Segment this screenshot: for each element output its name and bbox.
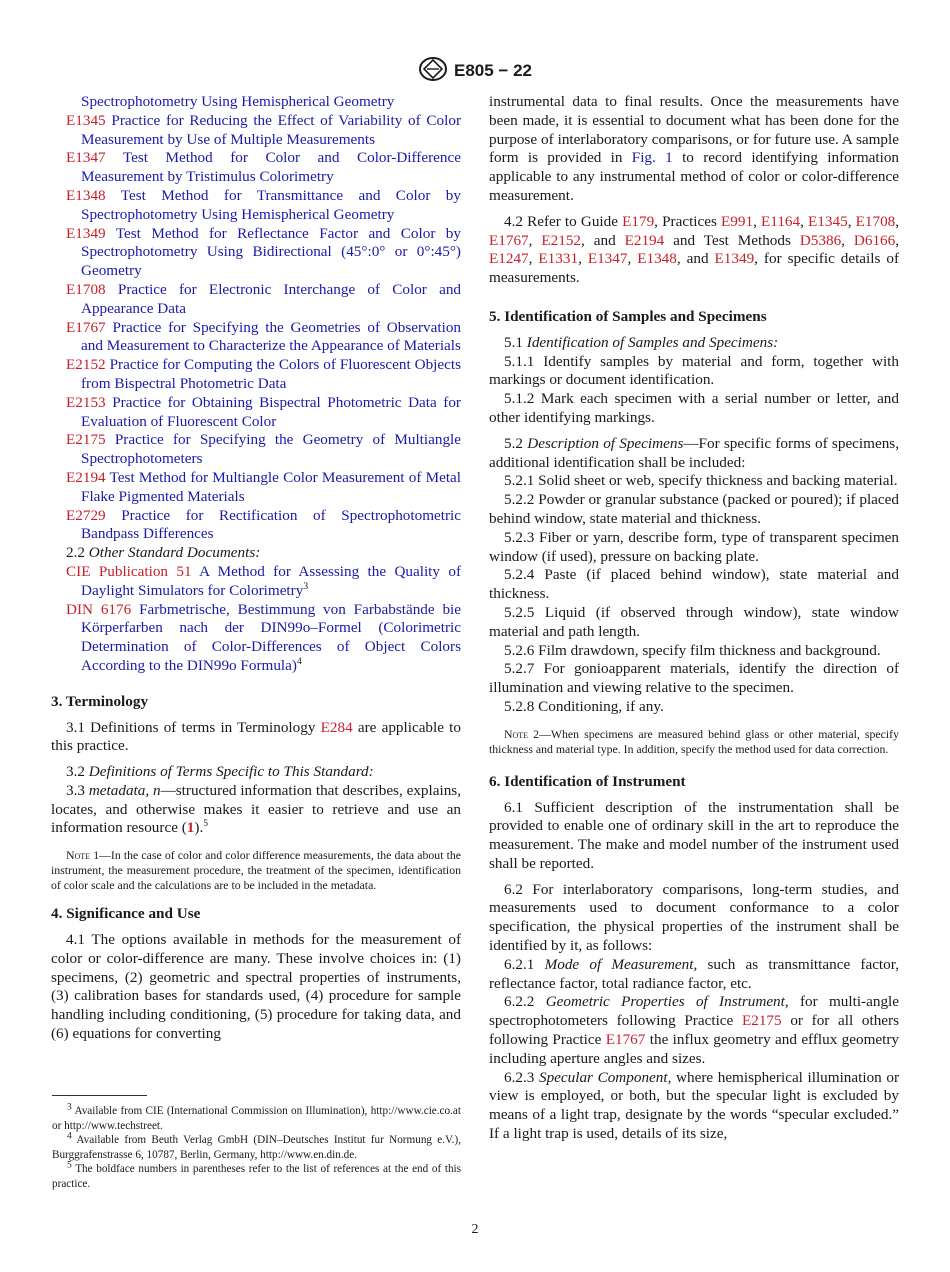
para-3-1: 3.1 Definitions of terms in Terminology E284 are applicable to this practice. xyxy=(51,718,461,755)
figure-link[interactable]: Fig. 1 xyxy=(631,149,673,167)
ref-code[interactable]: E1708 xyxy=(66,280,106,298)
ref-code[interactable]: DIN 6176 xyxy=(66,600,132,618)
ref-code[interactable]: E1345 xyxy=(66,111,106,129)
para-5-2-4: 5.2.4 Paste (if placed behind window), state material and thickness. xyxy=(489,566,899,603)
note-2: Note 2—When specimens are measured behind glass or other material, specify thickness and material type. In addition, specify the method used for data correction. xyxy=(489,726,899,756)
para-5-2-2: 5.2.2 Powder or granular substance (packed or poured); if placed behind window, state material and thickness. xyxy=(489,491,899,527)
section-heading: 4. Significance and Use xyxy=(51,905,201,923)
ref-code[interactable]: E2152 xyxy=(66,356,106,374)
section-heading: 6. Identification of Instrument xyxy=(489,772,686,790)
ref-title[interactable]: Practice for Obtaining Bispectral Photometric Data for Evaluation of Fluorescent Color xyxy=(81,393,461,430)
ref-link[interactable]: E284 xyxy=(320,718,353,736)
ref-link[interactable]: E1708 xyxy=(855,212,896,230)
ref-code[interactable]: E2194 xyxy=(66,468,106,486)
ref-e1348 xyxy=(66,187,461,225)
ref-link[interactable]: E991 xyxy=(721,212,754,230)
ref-code[interactable]: E1767 xyxy=(66,318,106,336)
page-header xyxy=(0,56,950,82)
ref-cie xyxy=(66,563,461,601)
ref-code[interactable]: E2729 xyxy=(66,506,106,524)
ref-e2194 xyxy=(66,469,461,507)
ref-title[interactable]: Test Method for Transmittance and Color by Spectrophotometry Using Hemispherical Geometry xyxy=(81,186,461,223)
left-column xyxy=(51,93,462,1044)
ref-link[interactable]: E1345 xyxy=(808,212,848,230)
ref-code[interactable]: E1347 xyxy=(66,149,106,167)
ref-title[interactable]: Practice for Specifying the Geometry of Multiangle Spectrophotometers xyxy=(81,431,462,468)
ref-title[interactable]: Farbmetrische, Bestimmung von Farbabstände bie Körperfarben nach der DIN99o–Formel (Colorimetric Determination of Color-Differences of Object Colors According to the DIN99o Formula) xyxy=(81,600,462,674)
para-6-2: 6.2 For interlaboratory comparisons, long-term studies, and measurements used to document conformance to a color specification, the physical properties of the instrument shall be identified by it, as follows: xyxy=(489,880,899,955)
para-5-1-1: 5.1.1 Identify samples by material and form, together with markings or document identification. xyxy=(489,352,899,389)
ref-e2175 xyxy=(66,431,461,469)
ref-din xyxy=(66,601,461,676)
ref-link[interactable]: E2194 xyxy=(624,231,665,249)
ref-e2729 xyxy=(66,507,461,545)
ref-title[interactable]: Spectrophotometry Using Hemispherical Geometry xyxy=(81,93,395,110)
ref-link[interactable]: E1349 xyxy=(714,250,755,268)
para-4-1-cont: instrumental data to final results. Once the measurements have been made, it is essential to document what has been done for the purpose of interlaboratory comparisons, or for future use. A sample form is provided in Fig. 1 to record identifying information applicable to any instrumental method of color or color-difference measurement. xyxy=(489,93,900,204)
ref-e1767 xyxy=(66,319,461,357)
ref-title[interactable]: Test Method for Color and Color-Difference Measurement by Tristimulus Colorimetry xyxy=(81,149,461,186)
section-heading: 5. Identification of Samples and Specimens xyxy=(489,307,767,325)
ref-e1347 xyxy=(66,149,461,187)
astm-logo-icon xyxy=(418,56,448,82)
ref-link[interactable]: 1 xyxy=(186,819,195,837)
para-5-1-2: 5.1.2 Mark each specimen with a serial number or letter, and other identifying markings. xyxy=(489,390,899,426)
ref-e1345 xyxy=(66,112,461,150)
ref-continuation xyxy=(66,93,461,112)
ref-e2153 xyxy=(66,394,461,432)
ref-e2152 xyxy=(66,356,461,394)
para-5-2-6: 5.2.6 Film drawdown, specify film thickness and background. xyxy=(504,641,881,659)
ref-link[interactable]: E1164 xyxy=(761,212,801,230)
ref-link[interactable]: E2175 xyxy=(741,1012,782,1030)
ref-link[interactable]: E1348 xyxy=(637,250,677,268)
ref-title[interactable]: Practice for Rectification of Spectrophotometric Bandpass Differences xyxy=(81,506,462,543)
para-5-2-1: 5.2.1 Solid sheet or web, specify thickness and backing material. xyxy=(504,472,898,490)
section-heading: 3. Terminology xyxy=(51,692,149,710)
right-column xyxy=(489,93,899,1144)
ref-code[interactable]: E2175 xyxy=(66,431,106,449)
ref-link[interactable]: E1347 xyxy=(587,250,628,268)
ref-title[interactable]: Test Method for Multiangle Color Measurement of Metal Flake Pigmented Materials xyxy=(81,468,462,505)
para-3-2: 3.2 Definitions of Terms Specific to This Standard: xyxy=(66,763,374,781)
page-number: 2 xyxy=(471,1222,479,1237)
footnote: $^4$ Available from Beuth Verlag GmbH (DIN–Deutsches Institut fur Normung e.V.), Burggrafenstrasse 6, 10787, Berlin, Germany, http://www.en.din.de. xyxy=(52,1131,461,1161)
para-5-2-7: 5.2.7 For gonioapparent materials, identify the direction of illumination and viewing relative to the specimen. xyxy=(489,660,899,697)
para-6-2-2: 6.2.2 Geometric Properties of Instrument, for multi-angle spectrophotometers following Practice E2175 or for all others following Practice E1767 the influx geometry and efflux geometry including aperture angles and sizes. xyxy=(489,993,900,1067)
para-5-2-3: 5.2.3 Fiber or yarn, describe form, type of transparent specimen window (if used), pressure on backing plate. xyxy=(489,528,899,565)
para-3-3: 3.3 metadata, n—structured information that describes, explains, locates, and otherwise makes it easier to retrieve and use an information resource (1).$^5$ xyxy=(51,781,462,837)
para-6-2-1: 6.2.1 Mode of Measurement, such as transmittance factor, reflectance factor, total radiance factor, etc. xyxy=(489,955,899,992)
ref-title[interactable]: Practice for Electronic Interchange of Color and Appearance Data xyxy=(81,280,462,317)
footnote-ref[interactable]: 3 xyxy=(303,581,309,592)
para-5-1: 5.1 Identification of Samples and Specimens: xyxy=(504,333,779,351)
ref-link[interactable]: E1247 xyxy=(489,250,529,268)
note-1: Note 1—In the case of color and color difference measurements, the data about the instrument, the measurement procedure, the treatment of the specimen, identification of color scale and the calculations are to be included in the metadata. xyxy=(51,848,462,893)
ref-title[interactable]: A Method for Assessing the Quality of Daylight Simulators for Colorimetry xyxy=(81,562,462,599)
ref-link[interactable]: E1767 xyxy=(489,231,529,249)
para-6-2-3: 6.2.3 Specular Component, where hemispherical illumination or view is employed, or both, but the specular light is excluded by means of a light trap, designate by the words “specular excluded.” If a light trap is used, details of its size, xyxy=(489,1068,900,1143)
footnote-divider xyxy=(52,1095,147,1096)
section-2-2: 2.2 Other Standard Documents: xyxy=(66,544,261,562)
para-4-1: 4.1 The options available in methods for the measurement of color or color-difference are many. These involve choices in: (1) specimens, (2) geometric and spectral properties of instruments, (3) calibration bases for standards used, (4) procedure for sample handling including conditioning, (5) procedure for taking data, and (6) equations for converting xyxy=(51,931,461,1043)
footnote: $^5$ The boldface numbers in parentheses refer to the list of references at the end of this practice. xyxy=(52,1160,461,1190)
footnote-ref[interactable]: 4 xyxy=(296,656,302,667)
ref-link[interactable]: E1767 xyxy=(605,1031,646,1049)
ref-code[interactable]: E1348 xyxy=(66,186,106,204)
para-5-2: 5.2 Description of Specimens—For specific forms of specimens, additional identification shall be included: xyxy=(489,434,899,471)
ref-code[interactable]: E2153 xyxy=(66,393,106,411)
ref-link[interactable]: E2152 xyxy=(541,231,582,249)
ref-title[interactable]: Practice for Reducing the Effect of Variability of Color Measurement by Use of Multiple Measurements xyxy=(81,111,461,148)
ref-title[interactable]: Practice for Computing the Colors of Fluorescent Objects from Bispectral Photometric Data xyxy=(81,356,462,392)
ref-link[interactable]: D5386 xyxy=(799,231,842,249)
ref-title[interactable]: Test Method for Reflectance Factor and Color by Spectrophotometry Using Bidirectional (45°:0° or 0°:45°) Geometry xyxy=(81,224,461,280)
ref-link[interactable]: E179 xyxy=(622,212,655,230)
ref-code[interactable]: E1349 xyxy=(66,224,106,242)
ref-title[interactable]: Practice for Specifying the Geometries of Observation and Measurement to Characterize the Appearance of Materials xyxy=(81,318,462,355)
para-5-2-5: 5.2.5 Liquid (if observed through window), state window material and path length. xyxy=(489,603,899,640)
footnote: $^3$ Available from CIE (International Commission on Illumination), http://www.cie.co.at or http://www.techstreet. xyxy=(52,1102,461,1132)
para-4-2: 4.2 Refer to Guide E179, Practices E991, E1164, E1345, E1708, E1767, E2152, and E2194 and Test Methods D5386, D6166, E1247, E1331, E1347, E1348, and E1349, for specific details of measurements. xyxy=(489,212,900,287)
footnote-ref[interactable]: 5 xyxy=(203,819,208,830)
ref-e1708 xyxy=(66,281,461,319)
ref-link[interactable]: D6166 xyxy=(853,231,896,249)
ref-code[interactable]: CIE Publication 51 xyxy=(66,562,192,580)
para-6-1: 6.1 Sufficient description of the instrumentation shall be provided to enable one of ordinary skill in the art to reproduce the measurement. The make and model number of the instrument used shall be reported. xyxy=(489,798,899,872)
ref-link[interactable]: E1331 xyxy=(538,250,579,268)
para-5-2-8: 5.2.8 Conditioning, if any. xyxy=(504,697,664,715)
footnotes xyxy=(52,1104,461,1192)
ref-e1349 xyxy=(66,225,461,281)
designation: E805 − 22 xyxy=(454,61,532,80)
